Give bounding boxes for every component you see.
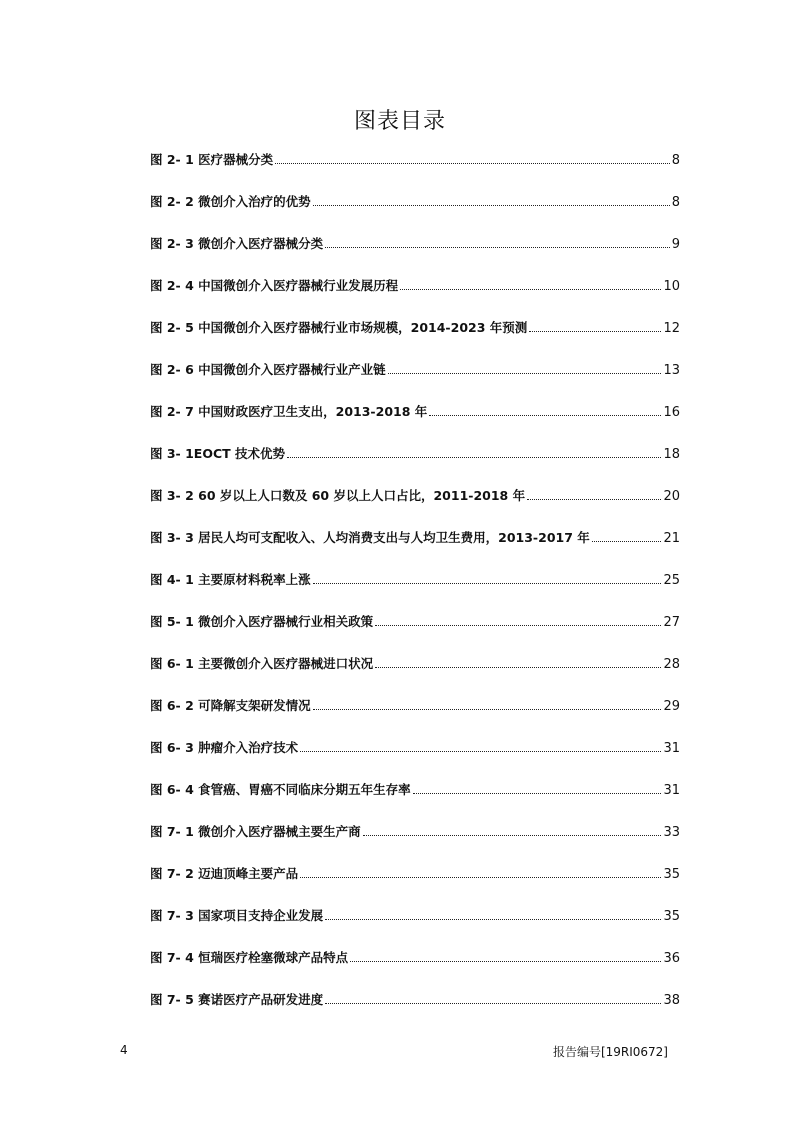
toc-list xyxy=(150,150,680,1032)
dot-leader xyxy=(400,288,661,290)
toc-entry-label: 图 6- 4 食管癌、胃癌不同临床分期五年生存率 xyxy=(150,782,411,797)
toc-entry-page: 29 xyxy=(663,699,680,714)
toc-entry-label: 图 2- 1 医疗器械分类 xyxy=(150,152,274,167)
toc-entry-label: 图 3- 2 60 岁以上人口数及 60 岁以上人口占比，2011-2018 年 xyxy=(150,488,526,503)
toc-entry[interactable] xyxy=(150,318,680,360)
toc-entry[interactable] xyxy=(150,234,680,276)
page-title: 图表目录 xyxy=(353,109,446,134)
toc-entry-label: 图 7- 3 国家项目支持企业发展 xyxy=(150,908,324,923)
toc-entry-label: 图 2- 4 中国微创介入医疗器械行业发展历程 xyxy=(150,278,399,293)
dot-leader xyxy=(325,918,661,920)
toc-entry-label: 图 6- 3 肿瘤介入治疗技术 xyxy=(150,740,299,755)
page-number: 4 xyxy=(120,1043,128,1057)
toc-entry[interactable] xyxy=(150,738,680,780)
dot-leader xyxy=(413,792,662,794)
dot-leader xyxy=(429,414,661,416)
toc-entry[interactable] xyxy=(150,612,680,654)
toc-entry-page: 16 xyxy=(663,405,680,420)
toc-entry-label: 图 7- 5 赛诺医疗产品研发进度 xyxy=(150,992,324,1007)
dot-leader xyxy=(529,330,661,332)
toc-entry[interactable] xyxy=(150,864,680,906)
toc-entry[interactable] xyxy=(150,192,680,234)
toc-entry-page: 35 xyxy=(663,909,680,924)
toc-entry-label: 图 6- 1 主要微创介入医疗器械进口状况 xyxy=(150,656,374,671)
toc-entry-page: 12 xyxy=(663,321,680,336)
toc-entry-page: 8 xyxy=(671,195,680,210)
toc-entry[interactable] xyxy=(150,570,680,612)
toc-entry[interactable] xyxy=(150,990,680,1032)
dot-leader xyxy=(325,1002,661,1004)
toc-entry[interactable] xyxy=(150,948,680,990)
dot-leader xyxy=(313,582,662,584)
toc-entry-label: 图 7- 4 恒瑞医疗栓塞微球产品特点 xyxy=(150,950,349,965)
toc-entry[interactable] xyxy=(150,486,680,528)
toc-entry[interactable] xyxy=(150,696,680,738)
dot-leader xyxy=(300,750,661,752)
toc-entry-page: 28 xyxy=(663,657,680,672)
toc-entry-label: 图 7- 1 微创介入医疗器械主要生产商 xyxy=(150,824,361,839)
toc-entry-page: 8 xyxy=(671,153,680,168)
toc-entry-page: 36 xyxy=(663,951,680,966)
toc-entry[interactable] xyxy=(150,528,680,570)
dot-leader xyxy=(375,666,661,668)
dot-leader xyxy=(275,162,670,164)
dot-leader xyxy=(375,624,661,626)
toc-entry[interactable] xyxy=(150,402,680,444)
toc-entry[interactable] xyxy=(150,150,680,192)
toc-entry-page: 25 xyxy=(663,573,680,588)
toc-entry[interactable] xyxy=(150,444,680,486)
toc-entry-label: 图 6- 2 可降解支架研发情况 xyxy=(150,698,311,713)
toc-entry-page: 38 xyxy=(663,993,680,1008)
toc-entry[interactable] xyxy=(150,360,680,402)
dot-leader xyxy=(313,708,662,710)
toc-entry-page: 13 xyxy=(663,363,680,378)
dot-leader xyxy=(325,246,670,248)
toc-entry[interactable] xyxy=(150,822,680,864)
toc-entry-page: 9 xyxy=(671,237,680,252)
toc-entry-label: 图 2- 3 微创介入医疗器械分类 xyxy=(150,236,324,251)
toc-entry-page: 21 xyxy=(663,531,680,546)
dot-leader xyxy=(363,834,662,836)
toc-entry-label: 图 3- 3 居民人均可支配收入、人均消费支出与人均卫生费用，2013-2017 年 xyxy=(150,530,590,545)
toc-entry-label: 图 2- 5 中国微创介入医疗器械行业市场规模，2014-2023 年预测 xyxy=(150,320,528,335)
report-code: 报告编号[19RI0672] xyxy=(552,1045,668,1059)
toc-entry[interactable] xyxy=(150,780,680,822)
toc-entry-label: 图 2- 6 中国微创介入医疗器械行业产业链 xyxy=(150,362,386,377)
toc-entry-page: 18 xyxy=(663,447,680,462)
toc-entry[interactable] xyxy=(150,276,680,318)
dot-leader xyxy=(350,960,661,962)
toc-entry-label: 图 7- 2 迈迪顶峰主要产品 xyxy=(150,866,299,881)
toc-entry-page: 31 xyxy=(663,783,680,798)
toc-entry-page: 20 xyxy=(663,489,680,504)
toc-entry-page: 35 xyxy=(663,867,680,882)
toc-entry[interactable] xyxy=(150,654,680,696)
dot-leader xyxy=(388,372,662,374)
toc-entry-page: 27 xyxy=(663,615,680,630)
toc-entry-page: 33 xyxy=(663,825,680,840)
toc-entry-label: 图 2- 2 微创介入治疗的优势 xyxy=(150,194,311,209)
toc-entry-label: 图 3- 1EOCT 技术优势 xyxy=(150,446,286,461)
toc-entry-label: 图 5- 1 微创介入医疗器械行业相关政策 xyxy=(150,614,374,629)
toc-entry[interactable] xyxy=(150,906,680,948)
toc-entry-page: 31 xyxy=(663,741,680,756)
dot-leader xyxy=(527,498,661,500)
dot-leader xyxy=(287,456,661,458)
dot-leader xyxy=(313,204,670,206)
dot-leader xyxy=(592,540,662,542)
toc-entry-label: 图 4- 1 主要原材料税率上涨 xyxy=(150,572,311,587)
dot-leader xyxy=(300,876,661,878)
toc-entry-page: 10 xyxy=(663,279,680,294)
toc-entry-label: 图 2- 7 中国财政医疗卫生支出，2013-2018 年 xyxy=(150,404,428,419)
